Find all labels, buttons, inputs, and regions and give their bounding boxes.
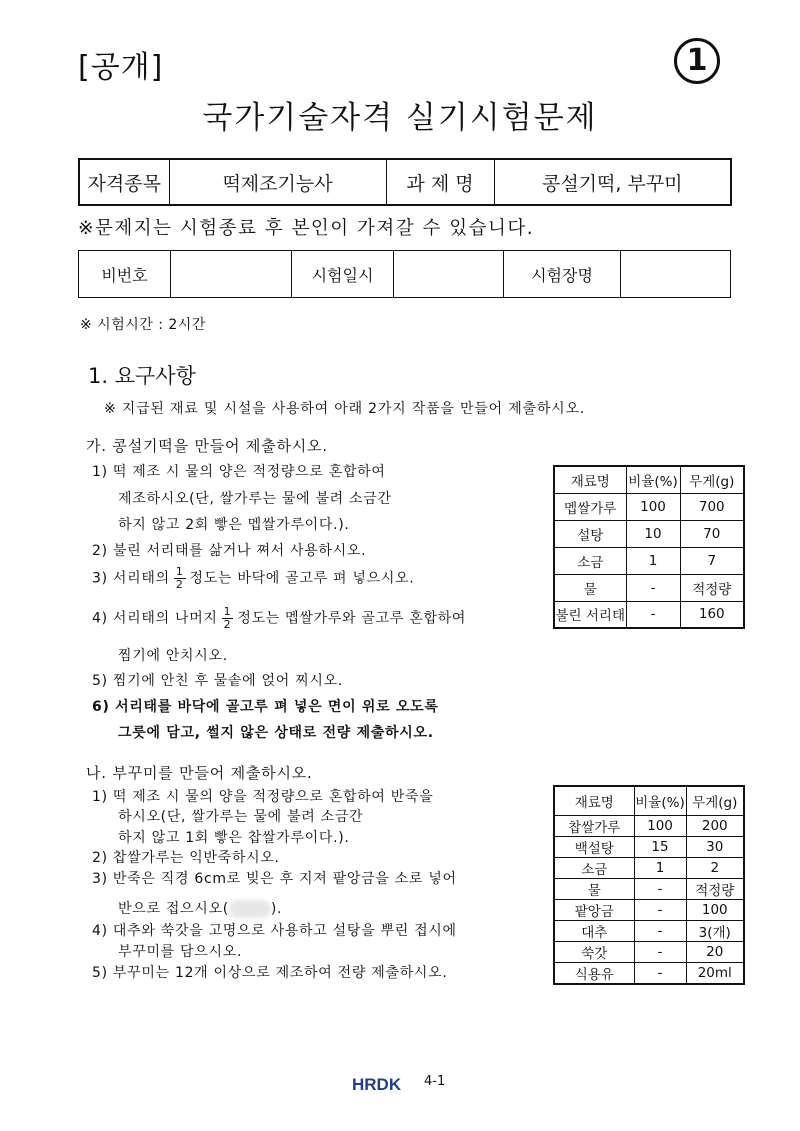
table-cell: - (626, 601, 680, 628)
table-cell: 적정량 (680, 574, 744, 601)
header-ratio: 비율(%) (634, 786, 686, 815)
notice-text: ※문제지는 시험종료 후 본인이 가져갈 수 있습니다. (78, 218, 535, 239)
table-cell: - (634, 920, 686, 941)
part-a-item-1-cont: 제조하시오(단, 쌀가루는 물에 불려 소금간 (118, 491, 392, 507)
table-cell: 700 (680, 493, 744, 520)
part-b-item-4-cont: 부꾸미를 담으시오. (118, 944, 243, 960)
fraction-denominator: 2 (175, 578, 184, 591)
part-a-item-6: 6) 서리태를 바닥에 골고루 펴 넣은 면이 위로 오도록 (92, 699, 439, 715)
public-tag: [공개] (78, 50, 164, 85)
table-row (554, 962, 744, 984)
part-a-item-4-post: 정도는 멥쌀가루와 골고루 혼합하여 (237, 610, 467, 627)
footer-page-number: 4-1 (424, 1074, 446, 1089)
table-cell: 30 (686, 836, 744, 857)
table-cell: - (634, 962, 686, 984)
qualification-label: 자격종목 (79, 159, 169, 205)
part-b-item-1-cont: 하시오(단, 쌀가루는 물에 불려 소금간 (118, 809, 364, 825)
part-a-item-3-pre: 3) 서리태의 (92, 570, 170, 587)
table-cell: 설탕 (554, 520, 626, 547)
table-cell: 200 (686, 815, 744, 836)
table-cell: 쑥갓 (554, 941, 634, 962)
exam-place-field[interactable] (621, 251, 731, 298)
part-a-item-4-pre: 4) 서리태의 나머지 (92, 610, 218, 627)
exam-number-label: 비번호 (79, 251, 171, 298)
table-cell: 20ml (686, 962, 744, 984)
ingredient-table-a (553, 465, 745, 629)
part-b-item-2: 2) 찹쌀가루는 익반죽하시오. (92, 850, 280, 866)
table-cell: 식용유 (554, 962, 634, 984)
table-cell: 100 (686, 899, 744, 920)
part-b-item-3-post: ). (270, 901, 283, 917)
document-title: 국가기술자격 실기시험문제 (202, 100, 598, 136)
header-ingredient: 재료명 (554, 786, 634, 815)
part-a-item-3-post: 정도는 바닥에 골고루 펴 넣으시오. (189, 570, 415, 587)
page-number-circle: 1 (674, 38, 720, 84)
qualification-value: 떡제조기능사 (169, 159, 386, 205)
part-b-item-4: 4) 대추와 쑥갓을 고명으로 사용하고 설탕을 뿌린 접시에 (92, 923, 457, 939)
table-cell: 15 (634, 836, 686, 857)
table-cell: 백설탕 (554, 836, 634, 857)
table-row (554, 574, 744, 601)
fraction-denominator: 2 (223, 618, 232, 631)
table-header-row (554, 786, 744, 815)
part-a-item-1-cont2: 하지 않고 2회 빻은 멥쌀가루이다.). (118, 517, 350, 533)
header-weight: 무게(g) (680, 466, 744, 493)
part-a-title: 가. 콩설기떡을 만들어 제출하시오. (86, 437, 328, 455)
logo-text: HRDK (352, 1075, 402, 1093)
part-b-item-3-cont (118, 898, 282, 918)
fraction-one-half (222, 606, 234, 631)
table-cell: 1 (634, 857, 686, 878)
qualification-table (78, 158, 732, 206)
table-row (554, 493, 744, 520)
table-row (554, 815, 744, 836)
part-b-item-1-cont2: 하지 않고 1회 빻은 찹쌀가루이다.). (118, 830, 350, 846)
hrdk-logo (352, 1075, 414, 1093)
exam-date-field[interactable] (394, 251, 504, 298)
table-cell: 물 (554, 574, 626, 601)
part-b-title: 나. 부꾸미를 만들어 제출하시오. (86, 764, 313, 782)
table-cell: 160 (680, 601, 744, 628)
part-b-item-5: 5) 부꾸미는 12개 이상으로 제조하여 전량 제출하시오. (92, 965, 448, 981)
table-cell: 1 (626, 547, 680, 574)
table-row (554, 547, 744, 574)
table-cell: 불린 서리태 (554, 601, 626, 628)
part-a-item-2: 2) 불린 서리태를 삶거나 쪄서 사용하시오. (92, 543, 367, 559)
table-cell: - (626, 574, 680, 601)
part-b-item-1: 1) 떡 제조 시 물의 양을 적정량으로 혼합하여 반죽을 (92, 789, 434, 805)
table-row (554, 857, 744, 878)
exam-number-field[interactable] (171, 251, 292, 298)
table-cell: 소금 (554, 857, 634, 878)
table-cell: - (634, 878, 686, 899)
task-label: 과 제 명 (386, 159, 494, 205)
table-row (554, 836, 744, 857)
table-cell: 3(개) (686, 920, 744, 941)
table-cell: 멥쌀가루 (554, 493, 626, 520)
table-cell: 적정량 (686, 878, 744, 899)
table-cell: 소금 (554, 547, 626, 574)
exam-place-label: 시험장명 (504, 251, 621, 298)
blurred-figure (229, 900, 271, 918)
part-a-item-1: 1) 떡 제조 시 물의 양은 적정량으로 혼합하여 (92, 464, 386, 480)
table-cell: 물 (554, 878, 634, 899)
part-a-item-4 (92, 606, 466, 631)
table-cell: 10 (626, 520, 680, 547)
table-cell: 70 (680, 520, 744, 547)
table-row (554, 899, 744, 920)
table-cell: 대추 (554, 920, 634, 941)
table-row (554, 601, 744, 628)
table-cell: 팥앙금 (554, 899, 634, 920)
ingredient-table-b (553, 785, 745, 985)
section-note: ※ 지급된 재료 및 시설을 사용하여 아래 2가지 작품을 만들어 제출하시오. (104, 401, 586, 417)
exam-date-label: 시험일시 (292, 251, 394, 298)
fraction-numerator: 1 (223, 605, 232, 618)
table-row (554, 920, 744, 941)
table-row (554, 878, 744, 899)
table-cell: 찹쌀가루 (554, 815, 634, 836)
part-a-item-4-cont: 찜기에 안치시오. (118, 648, 228, 664)
table-header-row (554, 466, 744, 493)
table-cell: 20 (686, 941, 744, 962)
header-ingredient: 재료명 (554, 466, 626, 493)
task-value: 콩설기떡, 부꾸미 (494, 159, 731, 205)
fraction-one-half (174, 566, 186, 591)
fraction-numerator: 1 (175, 565, 184, 578)
header-weight: 무게(g) (686, 786, 744, 815)
exam-info-table (78, 250, 731, 298)
part-a-item-3 (92, 566, 414, 591)
header-ratio: 비율(%) (626, 466, 680, 493)
table-cell: - (634, 899, 686, 920)
table-cell: 100 (626, 493, 680, 520)
table-cell: - (634, 941, 686, 962)
table-cell: 100 (634, 815, 686, 836)
table-row (554, 941, 744, 962)
exam-time: ※ 시험시간 : 2시간 (80, 317, 206, 333)
part-b-item-3: 3) 반죽은 직경 6cm로 빚은 후 지져 팥앙금을 소로 넣어 (92, 871, 457, 887)
part-a-item-6-cont: 그릇에 담고, 썰지 않은 상태로 전량 제출하시오. (118, 725, 434, 741)
table-cell: 2 (686, 857, 744, 878)
section-title: 1. 요구사항 (88, 364, 196, 388)
table-row (554, 520, 744, 547)
part-a-item-5: 5) 찜기에 안친 후 물솥에 얹어 찌시오. (92, 673, 343, 689)
table-cell: 7 (680, 547, 744, 574)
part-b-item-3-pre: 반으로 접으시오( (118, 901, 229, 917)
